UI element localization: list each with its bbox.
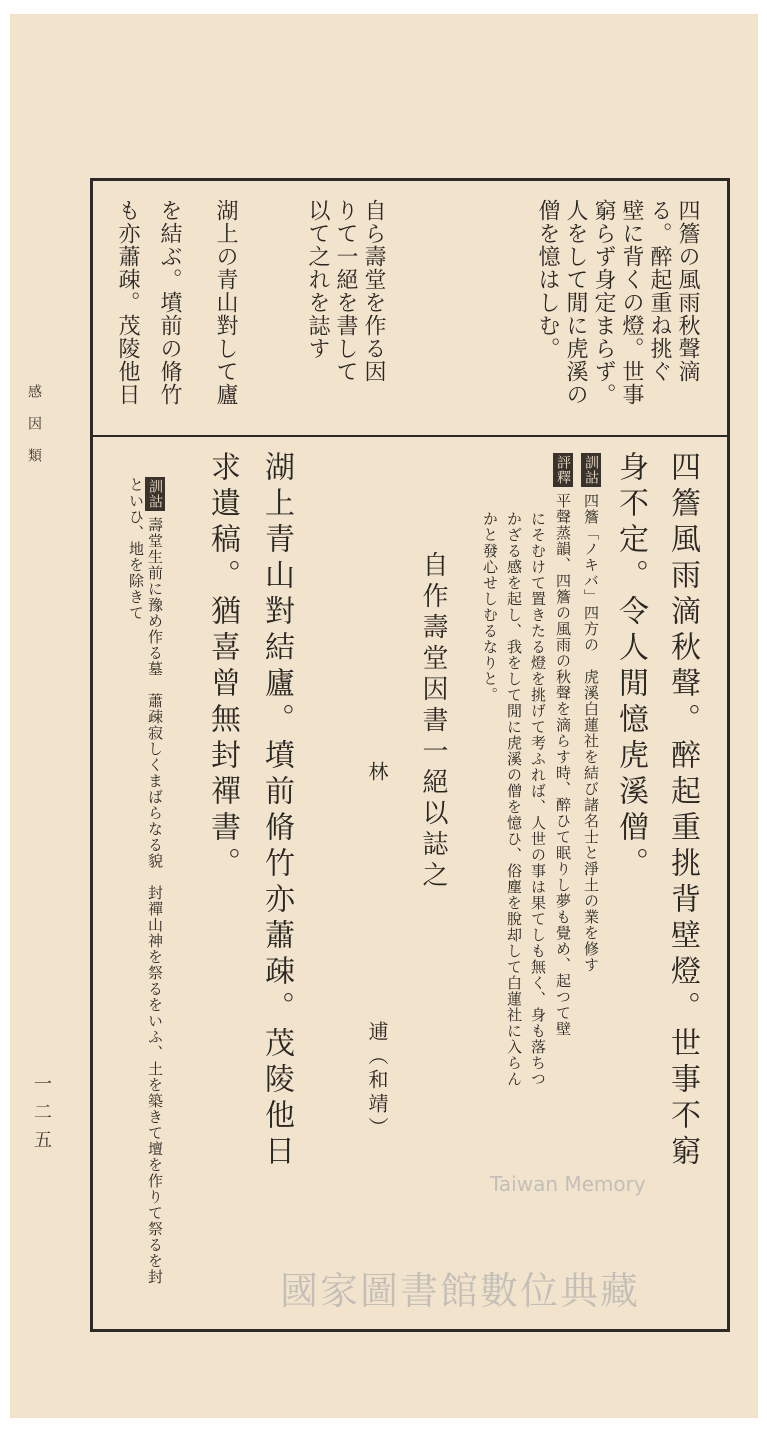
poem2-author-surname: 林 (365, 761, 389, 785)
kunko-label: 訓詁 (147, 479, 163, 509)
text-frame (90, 178, 730, 1332)
poem1-hyoshaku-line: かと發心せしむるなりと。 (481, 511, 499, 703)
poem1-hyoshaku-line: かざる感を起し、我をして閒に虎溪の僧を憶ひ、俗塵を脫却して白蓮社に入らん (505, 511, 523, 1087)
top-column: 人をして閒に虎溪の (563, 199, 588, 406)
hyoshaku-label: 評釋 (555, 455, 571, 485)
poem1-kunko: 訓詁四簷「ノキバ」四方の 虎溪白蓮社を結び諸名士と淨土の業を修す (582, 455, 600, 973)
poem1-line: 四簷風雨滴秋聲。醉起重挑背壁燈。世事不窮 (665, 451, 700, 1171)
top-column: を結ぶ。墳前の脩竹 (157, 199, 182, 406)
top-column: も亦蕭疎。茂陵他日 (115, 199, 140, 406)
poem2-line: 湖上青山對結廬。墳前脩竹亦蕭疎。茂陵他日 (259, 451, 294, 1171)
poem1-hyoshaku: 評釋平聲蒸韻、四簷の風雨の秋聲を滴らす時、醉ひて眠りし夢も覺め、起つて壁 (554, 455, 572, 1037)
page-number: 一二五 (31, 1074, 52, 1158)
poem2-author-name: 逋（和靖） (365, 1021, 389, 1141)
poem2-kunko: 訓詁壽堂生前に豫め作る墓 蕭疎寂しくまばらなる貌 封禪山神を祭るをいふ、土を築きて壇を作りて祭るを封といひ、地を除きて (127, 477, 164, 1285)
watermark-sub: Taiwan Memory (490, 1172, 646, 1196)
top-column: 壁に背くの燈。世事 (619, 199, 644, 406)
top-column: 湖上の青山對して廬 (213, 199, 238, 406)
top-column: る。醉起重ね挑ぐ (647, 199, 672, 383)
kunko-label: 訓詁 (583, 455, 599, 485)
top-column: 以て之れを誌す (305, 199, 330, 360)
poem1-line: 身不定。令人閒憶虎溪僧。 (613, 451, 648, 883)
poem1-hyoshaku-line: にそむけて置きたる燈を挑げて考ふれば、人世の事は果てしも無く、身も落ちつ (529, 511, 547, 1087)
poem2-title: 自作壽堂因書一絕以誌之 (418, 551, 448, 892)
section-divider (93, 435, 727, 437)
side-label: 感因類 (26, 384, 42, 480)
watermark: 國家圖書館數位典藏 (280, 1269, 641, 1313)
top-column: 僧を憶はしむ。 (535, 199, 560, 360)
page (10, 14, 758, 1418)
top-column: 窮らず身定まらず。 (591, 199, 616, 406)
top-column: 自ら壽堂を作る因 (361, 199, 386, 383)
top-column: 四簷の風雨秋聲滴 (675, 199, 700, 383)
top-column: りて一絕を書して (333, 199, 358, 383)
poem2-line: 求遺稿。猶喜曾無封禪書。 (205, 451, 240, 883)
